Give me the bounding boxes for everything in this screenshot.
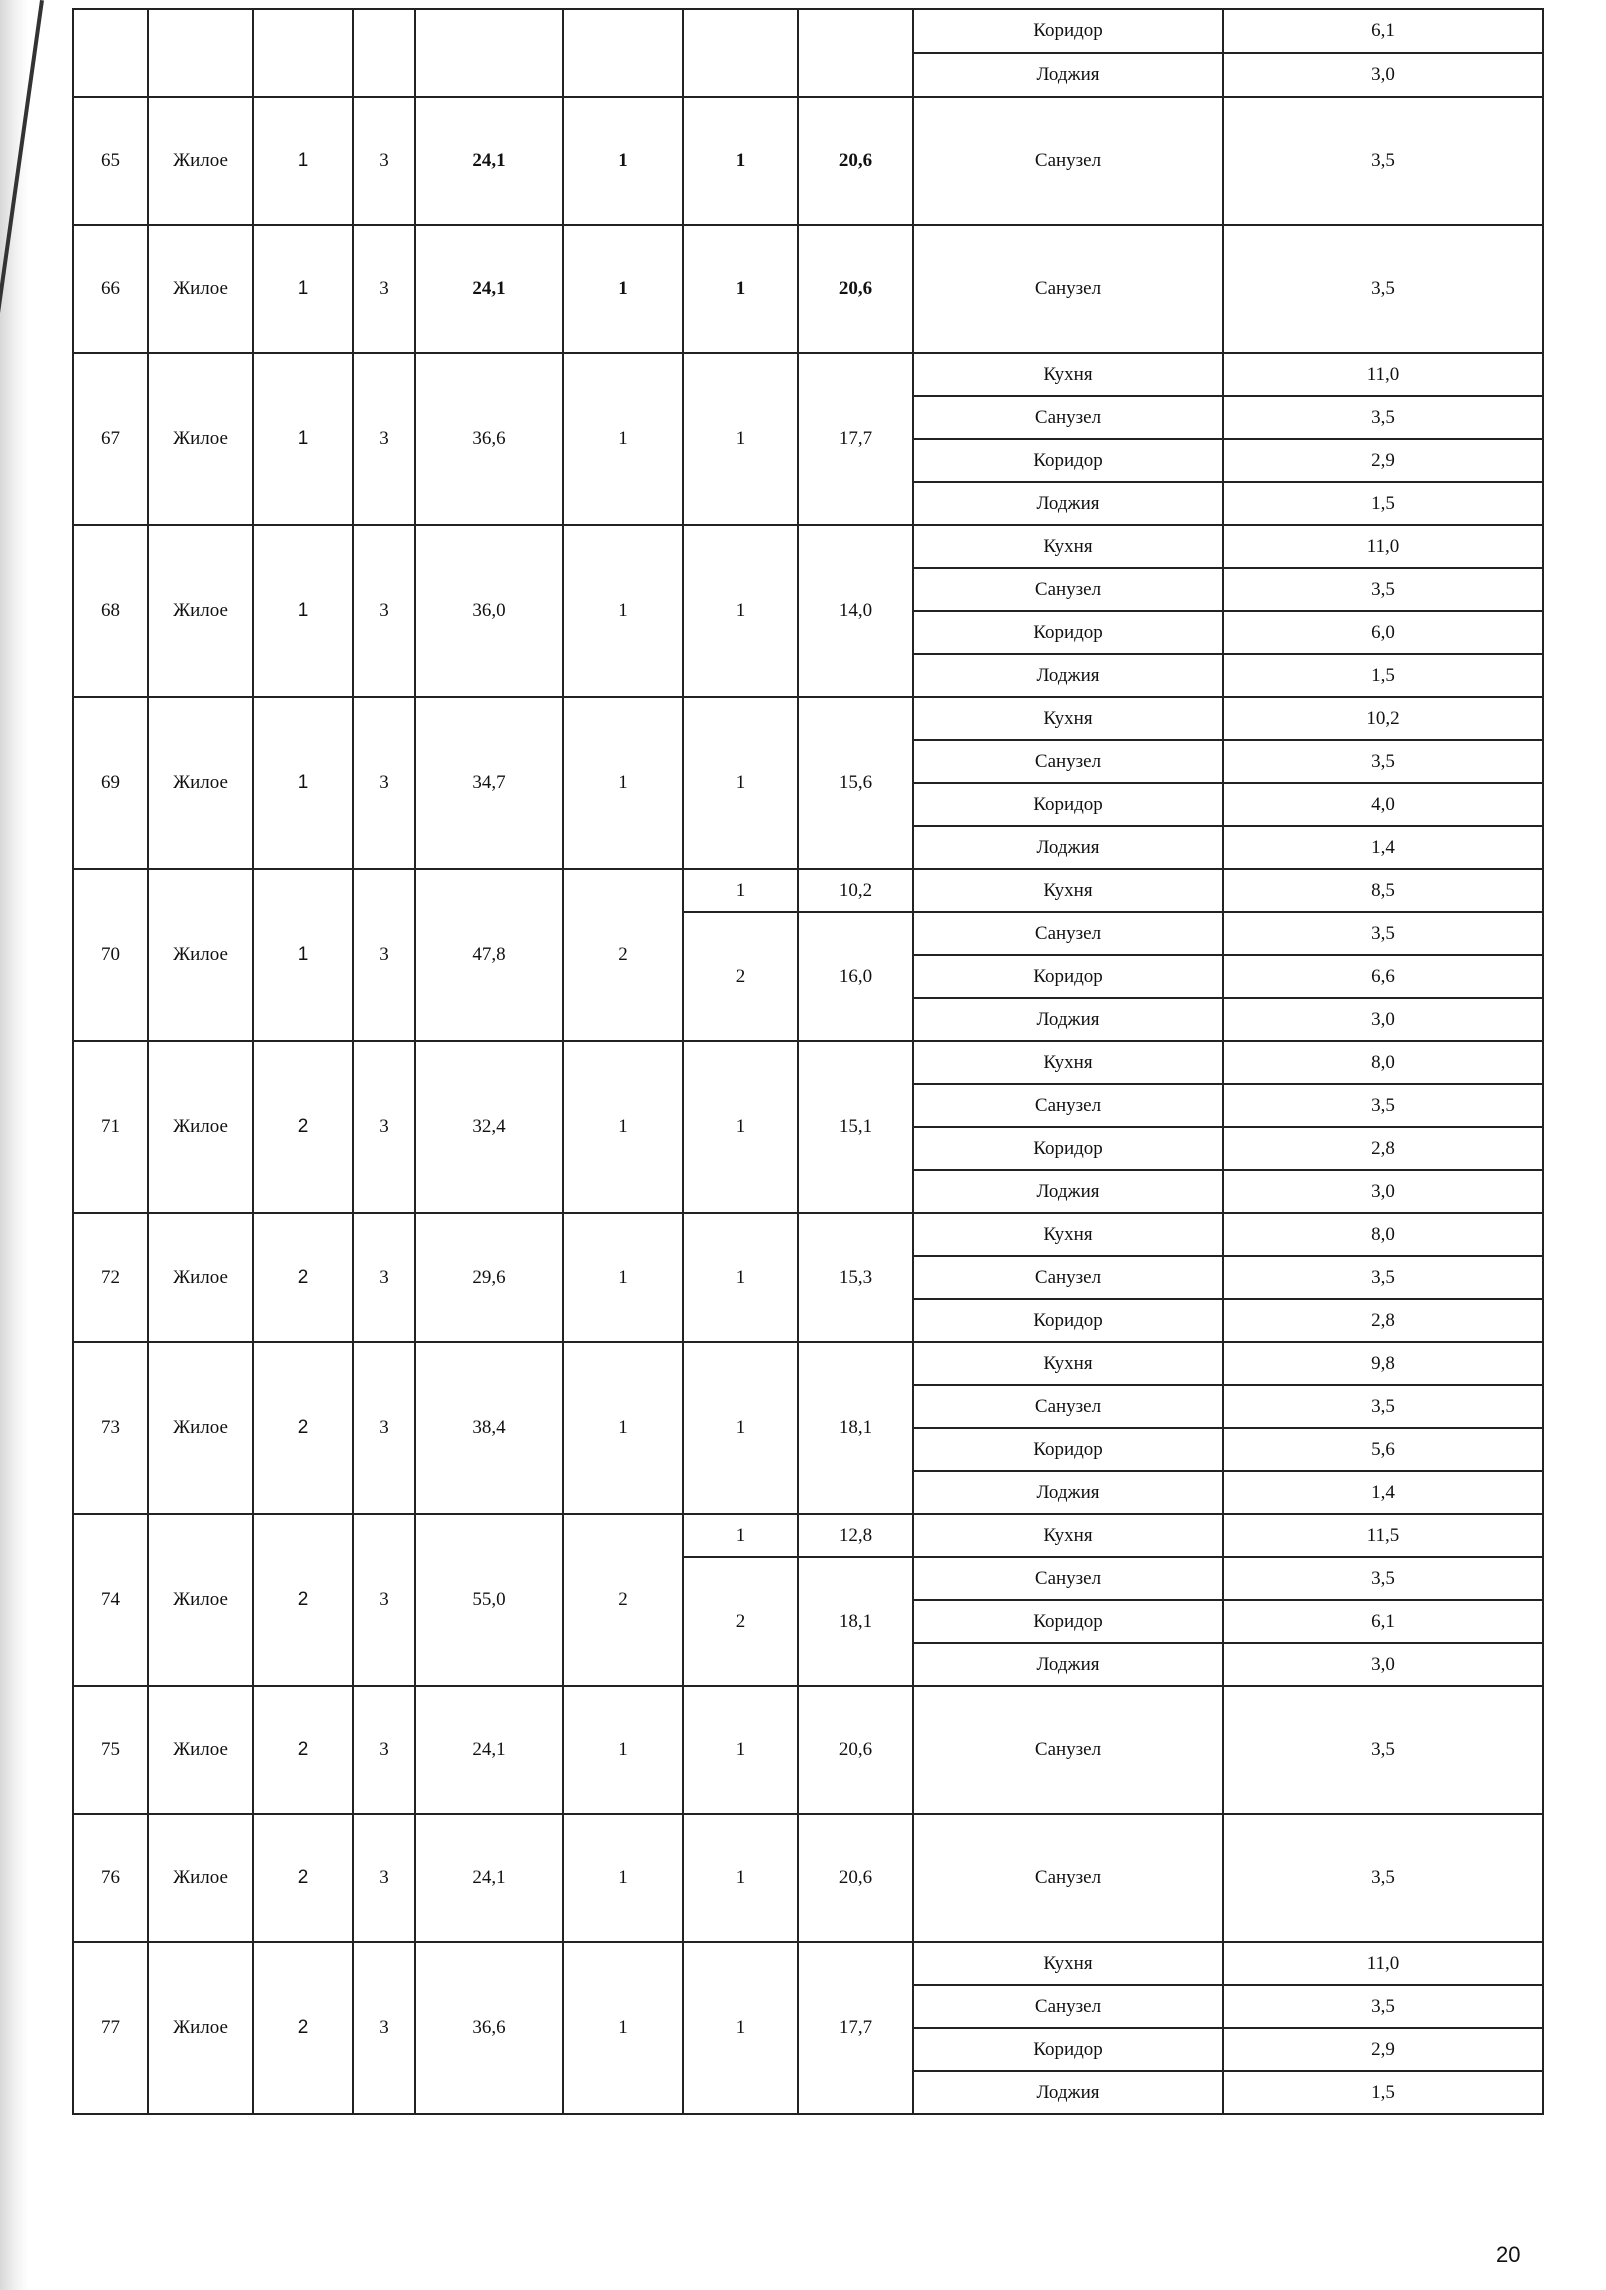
aux-room-area: 6,1: [1223, 9, 1543, 53]
section-number: 2: [253, 1213, 353, 1342]
apt-number: 69: [73, 697, 148, 869]
aux-room-name: Санузел: [913, 1084, 1223, 1127]
aux-room-area: 3,5: [1223, 225, 1543, 353]
living-room-area: 15,6: [798, 697, 913, 869]
aux-room-name: Санузел: [913, 912, 1223, 955]
aux-room-area: 11,0: [1223, 353, 1543, 396]
living-room-no: 1: [683, 353, 798, 525]
living-rooms-count: 1: [563, 1942, 683, 2114]
living-rooms-count: 1: [563, 1213, 683, 1342]
aux-room-name: Коридор: [913, 439, 1223, 482]
aux-room-area: 1,5: [1223, 2071, 1543, 2114]
aux-room-name: Санузел: [913, 1385, 1223, 1428]
living-area-cell: [798, 9, 913, 97]
section-number: 1: [253, 225, 353, 353]
aux-room-area: 3,5: [1223, 1256, 1543, 1299]
apt-type: Жилое: [148, 1041, 253, 1213]
section-number: 1: [253, 697, 353, 869]
aux-room-area: 3,5: [1223, 912, 1543, 955]
apt-number: 74: [73, 1514, 148, 1686]
aux-room-name: Санузел: [913, 97, 1223, 225]
living-room-no: 1: [683, 225, 798, 353]
section-number: 2: [253, 1814, 353, 1942]
table-row: [73, 9, 1543, 53]
apt-type: Жилое: [148, 97, 253, 225]
aux-room-name: Кухня: [913, 869, 1223, 912]
apt-number: 77: [73, 1942, 148, 2114]
room-no-cell: [683, 9, 798, 97]
living-rooms-count: 1: [563, 97, 683, 225]
aux-room-name: Коридор: [913, 1299, 1223, 1342]
aux-room-area: 3,0: [1223, 1170, 1543, 1213]
table-row: [73, 1213, 1543, 1256]
floor-number: 3: [353, 225, 415, 353]
aux-room-name: Кухня: [913, 1041, 1223, 1084]
aux-room-name: Коридор: [913, 1127, 1223, 1170]
aux-room-area: 2,8: [1223, 1299, 1543, 1342]
aux-room-name: Лоджия: [913, 53, 1223, 97]
aux-room-area: 8,0: [1223, 1213, 1543, 1256]
living-room-area: 20,6: [798, 1814, 913, 1942]
aux-room-name: Кухня: [913, 353, 1223, 396]
aux-room-area: 3,5: [1223, 1985, 1543, 2028]
floor-number: 3: [353, 1814, 415, 1942]
living-room-area: 12,8: [798, 1514, 913, 1557]
rooms-count-cell: [563, 9, 683, 97]
aux-room-name: Санузел: [913, 1686, 1223, 1814]
aux-room-name: Коридор: [913, 955, 1223, 998]
living-rooms-count: 2: [563, 1514, 683, 1686]
apt-number: 70: [73, 869, 148, 1041]
aux-room-name: Коридор: [913, 9, 1223, 53]
apt-number: 65: [73, 97, 148, 225]
aux-room-area: 6,1: [1223, 1600, 1543, 1643]
living-room-area: 17,7: [798, 353, 913, 525]
total-area: 32,4: [415, 1041, 563, 1213]
apt-number: 66: [73, 225, 148, 353]
floor-cell: [353, 9, 415, 97]
living-room-area: 17,7: [798, 1942, 913, 2114]
total-area: 36,0: [415, 525, 563, 697]
living-room-no: 1: [683, 1041, 798, 1213]
living-room-no: 1: [683, 1942, 798, 2114]
section-number: 2: [253, 1041, 353, 1213]
aux-room-name: Кухня: [913, 697, 1223, 740]
floor-number: 3: [353, 525, 415, 697]
living-rooms-count: 1: [563, 225, 683, 353]
aux-room-area: 1,5: [1223, 482, 1543, 525]
aux-room-area: 3,5: [1223, 740, 1543, 783]
section-number: 2: [253, 1514, 353, 1686]
aux-room-area: 8,0: [1223, 1041, 1543, 1084]
section-number: 1: [253, 97, 353, 225]
aux-room-name: Лоджия: [913, 1643, 1223, 1686]
living-rooms-count: 1: [563, 1041, 683, 1213]
aux-room-area: 11,0: [1223, 1942, 1543, 1985]
aux-room-area: 3,5: [1223, 1686, 1543, 1814]
aux-room-name: Лоджия: [913, 1170, 1223, 1213]
aux-room-name: Лоджия: [913, 1471, 1223, 1514]
aux-room-area: 5,6: [1223, 1428, 1543, 1471]
table-row: [73, 1942, 1543, 1985]
aux-room-name: Кухня: [913, 1942, 1223, 1985]
living-room-area: 15,3: [798, 1213, 913, 1342]
aux-room-name: Коридор: [913, 1600, 1223, 1643]
living-room-area: 20,6: [798, 97, 913, 225]
aux-room-name: Санузел: [913, 1985, 1223, 2028]
aux-room-area: 3,0: [1223, 998, 1543, 1041]
living-room-area: 20,6: [798, 1686, 913, 1814]
total-area: 47,8: [415, 869, 563, 1041]
apt-type: Жилое: [148, 1514, 253, 1686]
table-row: [73, 1041, 1543, 1084]
aux-room-area: 1,4: [1223, 826, 1543, 869]
section-cell: [253, 9, 353, 97]
living-room-area: 18,1: [798, 1557, 913, 1686]
living-room-no: 1: [683, 1686, 798, 1814]
living-room-no: 1: [683, 525, 798, 697]
total-area: 36,6: [415, 353, 563, 525]
floor-number: 3: [353, 869, 415, 1041]
aux-room-area: 6,0: [1223, 611, 1543, 654]
apt-type: Жилое: [148, 1942, 253, 2114]
apt-number-cell: [73, 9, 148, 97]
table-row: [73, 1814, 1543, 1942]
aux-room-name: Кухня: [913, 1213, 1223, 1256]
table-row: [73, 225, 1543, 353]
apt-number: 76: [73, 1814, 148, 1942]
aux-room-area: 1,5: [1223, 654, 1543, 697]
aux-room-area: 8,5: [1223, 869, 1543, 912]
table-row: [73, 1342, 1543, 1385]
living-rooms-count: 1: [563, 525, 683, 697]
aux-room-area: 10,2: [1223, 697, 1543, 740]
section-number: 1: [253, 869, 353, 1041]
aux-room-name: Коридор: [913, 611, 1223, 654]
living-room-no: 1: [683, 1814, 798, 1942]
table-row: [73, 353, 1543, 396]
total-area: 24,1: [415, 97, 563, 225]
floor-number: 3: [353, 1213, 415, 1342]
aux-room-area: 3,0: [1223, 53, 1543, 97]
total-area: 34,7: [415, 697, 563, 869]
apt-number: 71: [73, 1041, 148, 1213]
apt-type: Жилое: [148, 1814, 253, 1942]
floor-number: 3: [353, 1686, 415, 1814]
total-area: 38,4: [415, 1342, 563, 1514]
living-rooms-count: 1: [563, 1342, 683, 1514]
aux-room-area: 3,5: [1223, 568, 1543, 611]
apt-number: 73: [73, 1342, 148, 1514]
aux-room-area: 11,0: [1223, 525, 1543, 568]
floor-number: 3: [353, 1041, 415, 1213]
aux-room-name: Санузел: [913, 1256, 1223, 1299]
aux-room-name: Санузел: [913, 1814, 1223, 1942]
aux-room-area: 2,9: [1223, 2028, 1543, 2071]
table-row: [73, 1686, 1543, 1814]
apt-type: Жилое: [148, 1213, 253, 1342]
apt-number: 75: [73, 1686, 148, 1814]
aux-room-name: Санузел: [913, 396, 1223, 439]
table-row: [73, 869, 1543, 912]
total-area: 24,1: [415, 1814, 563, 1942]
apt-type: Жилое: [148, 525, 253, 697]
living-room-area: 15,1: [798, 1041, 913, 1213]
aux-room-area: 3,5: [1223, 396, 1543, 439]
floor-number: 3: [353, 353, 415, 525]
living-rooms-count: 1: [563, 697, 683, 869]
section-number: 2: [253, 1686, 353, 1814]
total-area: 24,1: [415, 225, 563, 353]
living-rooms-count: 1: [563, 353, 683, 525]
aux-room-name: Коридор: [913, 1428, 1223, 1471]
aux-room-name: Санузел: [913, 1557, 1223, 1600]
aux-room-name: Коридор: [913, 783, 1223, 826]
aux-room-name: Коридор: [913, 2028, 1223, 2071]
aux-room-area: 6,6: [1223, 955, 1543, 998]
scan-edge-shadow: [0, 0, 28, 2290]
living-room-no: 1: [683, 1213, 798, 1342]
aux-room-name: Кухня: [913, 525, 1223, 568]
aux-room-area: 3,5: [1223, 1814, 1543, 1942]
section-number: 2: [253, 1342, 353, 1514]
floor-number: 3: [353, 1514, 415, 1686]
total-area: 36,6: [415, 1942, 563, 2114]
table-body: [73, 9, 1543, 2114]
living-room-area: 16,0: [798, 912, 913, 1041]
living-room-no: 1: [683, 697, 798, 869]
aux-room-name: Лоджия: [913, 826, 1223, 869]
total-area: 29,6: [415, 1213, 563, 1342]
apt-type: Жилое: [148, 1686, 253, 1814]
aux-room-area: 3,0: [1223, 1643, 1543, 1686]
apt-type: Жилое: [148, 225, 253, 353]
apt-number: 68: [73, 525, 148, 697]
aux-room-name: Лоджия: [913, 654, 1223, 697]
aux-room-area: 3,5: [1223, 1557, 1543, 1600]
table-row: [73, 97, 1543, 225]
floor-number: 3: [353, 97, 415, 225]
page-number: 20: [1496, 2242, 1521, 2267]
floor-number: 3: [353, 1942, 415, 2114]
aux-room-name: Кухня: [913, 1342, 1223, 1385]
living-room-no: 2: [683, 912, 798, 1041]
aux-room-area: 3,5: [1223, 1385, 1543, 1428]
living-rooms-count: 1: [563, 1814, 683, 1942]
apt-type: Жилое: [148, 697, 253, 869]
section-number: 1: [253, 525, 353, 697]
aux-room-name: Лоджия: [913, 2071, 1223, 2114]
living-room-no: 2: [683, 1557, 798, 1686]
table-row: [73, 697, 1543, 740]
aux-room-name: Кухня: [913, 1514, 1223, 1557]
apt-number: 67: [73, 353, 148, 525]
aux-room-area: 3,5: [1223, 1084, 1543, 1127]
living-room-area: 20,6: [798, 225, 913, 353]
aux-room-area: 4,0: [1223, 783, 1543, 826]
section-number: 1: [253, 353, 353, 525]
living-room-no: 1: [683, 97, 798, 225]
table-row: [73, 1514, 1543, 1557]
living-room-area: 10,2: [798, 869, 913, 912]
table-row: [73, 525, 1543, 568]
aux-room-name: Санузел: [913, 568, 1223, 611]
total-area: 24,1: [415, 1686, 563, 1814]
aux-room-area: 2,9: [1223, 439, 1543, 482]
aux-room-name: Санузел: [913, 740, 1223, 783]
living-rooms-count: 2: [563, 869, 683, 1041]
living-room-area: 18,1: [798, 1342, 913, 1514]
living-room-no: 1: [683, 1514, 798, 1557]
living-room-no: 1: [683, 869, 798, 912]
aux-room-area: 1,4: [1223, 1471, 1543, 1514]
aux-room-area: 11,5: [1223, 1514, 1543, 1557]
apt-type: Жилое: [148, 1342, 253, 1514]
floor-number: 3: [353, 1342, 415, 1514]
floor-number: 3: [353, 697, 415, 869]
aux-room-area: 2,8: [1223, 1127, 1543, 1170]
total-area: 55,0: [415, 1514, 563, 1686]
living-room-no: 1: [683, 1342, 798, 1514]
apt-type-cell: [148, 9, 253, 97]
apt-type: Жилое: [148, 353, 253, 525]
apt-number: 72: [73, 1213, 148, 1342]
living-rooms-count: 1: [563, 1686, 683, 1814]
living-room-area: 14,0: [798, 525, 913, 697]
aux-room-area: 3,5: [1223, 97, 1543, 225]
total-area-cell: [415, 9, 563, 97]
aux-room-area: 9,8: [1223, 1342, 1543, 1385]
apt-type: Жилое: [148, 869, 253, 1041]
aux-room-name: Лоджия: [913, 998, 1223, 1041]
apartments-table: [72, 8, 1544, 2115]
aux-room-name: Лоджия: [913, 482, 1223, 525]
section-number: 2: [253, 1942, 353, 2114]
aux-room-name: Санузел: [913, 225, 1223, 353]
